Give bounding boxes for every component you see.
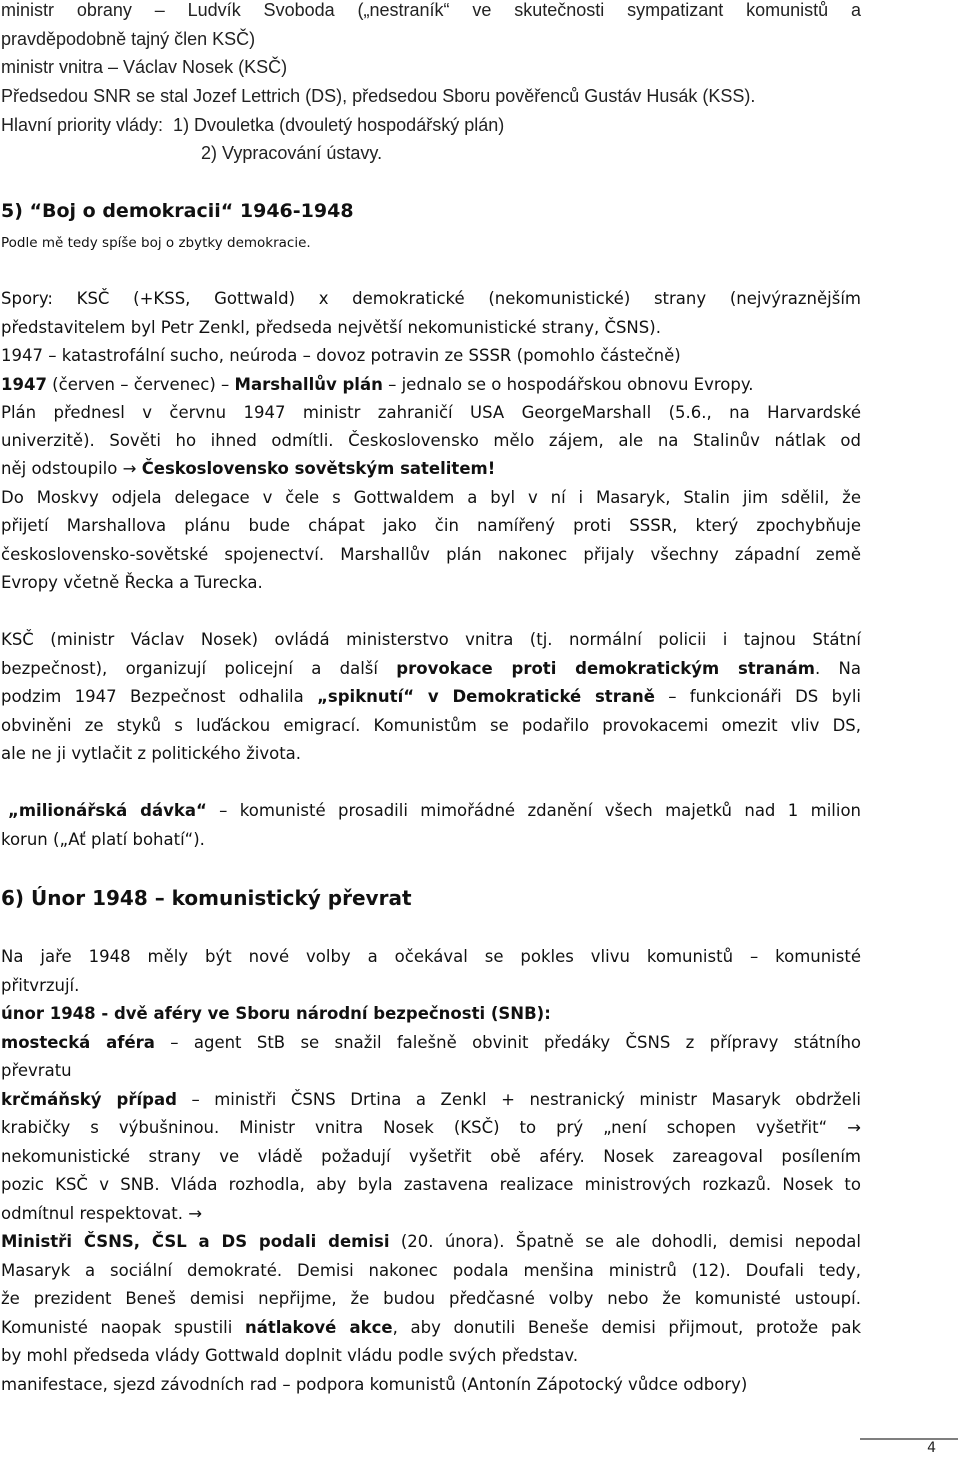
text-span: – agent StB se snažil falešně obvinit předáky ČSNS z přípravy státního [154,1033,861,1052]
text-line: Plán přednesl v červnu 1947 ministr zahraničí USA GeorgeMarshall (5.6., na Harvardské [1,403,861,422]
footer-rule [860,1438,958,1440]
text-line [1,1232,861,1251]
text-line [1,687,861,706]
bold-text: „spiknutí“ v Demokratické straně [317,687,655,706]
page-footer [860,1436,958,1476]
text-span: – ministři ČSNS Drtina a Zenkl + nestranický ministr Masaryk obdrželi [176,1090,862,1109]
text-line: 2) Vypracování ústavy. [201,143,383,163]
text-span: – funkcionáři DS byli [654,687,861,706]
bold-text: dvě aféry ve Sboru národní bezpečnosti (SNB): [113,1004,551,1023]
bold-text: mostecká aféra [1,1033,155,1052]
bold-text: Marshallův plán [234,375,383,394]
text-line: Masaryk a sociální demokraté. Demisi nakonec podala menšina ministrů (12). Doufali tedy, [1,1261,861,1280]
text-line: 1947 – katastrofální sucho, neúroda – dovoz potravin ze SSSR (pomohlo částečně) [1,346,681,365]
text-line: že prezident Beneš demisi nepřijme, že budou předčasné volby nebo že komunisté ustoupí. [1,1289,861,1308]
note-line: Podle mě tedy spíše boj o zbytky demokracie. [1,235,311,251]
bold-text: Ministři ČSNS, ČSL a DS podali demisi [1,1232,390,1251]
text-line: přijetí Marshallova plánu bude chápat jako čin namířený proti SSSR, který zpochybňuje [1,516,861,535]
text-line: nekomunistické strany ve vládě požadují vyšetřit obě aféry. Nosek zareagoval posílením [1,1147,861,1166]
text-span: podzim 1947 Bezpečnost odhalila [1,687,318,706]
text-line: Předsedou SNR se stal Jozef Lettrich (DS), předsedou Sboru pověřenců Gustáv Husák (KSS). [1,86,756,106]
bold-text: „milionářská dávka“ [8,801,207,820]
bold-text: únor 1948 - [1,1004,114,1023]
text-line: Evropy včetně Řecka a Turecka. [1,573,263,592]
text-line [1,1033,861,1052]
section-heading: 6) Únor 1948 – komunistický převrat [1,886,412,910]
text-line [1,659,861,678]
bold-text: nátlakové akce [244,1318,393,1337]
text-line: přitvrzují. [1,976,80,995]
bold-text: Československo sovětským satelitem! [141,459,496,478]
text-line: představitelem byl Petr Zenkl, předseda největší nekomunistické strany, ČSNS). [1,318,661,337]
text-span: (20. února). Špatně se ale dohodli, demisi nepodal [389,1232,861,1251]
text-line: Spory: KSČ (+KSS, Gottwald) x demokratické (nekomunistické) strany (nejvýraznějším [1,289,861,308]
bold-text: provokace proti demokratickým stranám [396,659,816,678]
text-line: korun („Ať platí bohatí“). [1,830,205,849]
text-span: – komunisté prosadili mimořádné zdanění všech majetků nad 1 milion [206,801,862,820]
text-span: – jednalo se o hospodářskou obnovu Evropy. [382,375,754,394]
text-line: odmítnul respektovat. → [1,1204,203,1223]
text-line [1,1090,861,1109]
text-line: ale ne ji vytlačit z politického života. [1,744,302,763]
text-span: (červen – červenec) – [46,375,235,394]
text-span: . Na [815,659,862,678]
text-line [1,459,861,478]
text-line: krabičky s výbušninou. Ministr vnitra Nosek (KSČ) to prý „není schopen vyšetřit“ → [1,1118,861,1137]
text-line: obviněni ze styků s luďáckou emigrací. Komunistům se podařilo provokacemi omezit vliv DS, [1,716,861,735]
bold-text: krčmáňský případ [1,1090,177,1109]
text-line: ministr vnitra – Václav Nosek (KSČ) [1,57,288,77]
text-line: Do Moskvy odjela delegace v čele s Gottwaldem a byl v ní i Masaryk, Stalin jim sdělil, že [1,488,861,507]
text-line [8,801,861,820]
text-span: bezpečnost), organizují policejní a další [1,659,397,678]
text-line: ministr obrany – Ludvík Svoboda („nestraník“ ve skutečnosti sympatizant komunistů a [1,0,861,20]
text-line [1,1004,861,1023]
text-line [1,1318,861,1337]
section-heading: 5) “Boj o demokracii“ 1946-1948 [1,200,354,222]
bold-text: 1947 [1,375,47,394]
text-line: univerzitě). Sověti ho ihned odmítli. Československo mělo zájem, ale na Stalinův nátlak od [1,431,861,450]
text-line: převratu [1,1061,72,1080]
text-span: , aby donutili Beneše demisi přijmout, protože pak [392,1318,861,1337]
text-line: manifestace, sjezd závodních rad – podpora komunistů (Antonín Zápotocký vůdce odbory) [1,1375,748,1394]
text-line: československo-sovětské spojenectví. Marshallův plán nakonec přijaly všechny západní země [1,545,861,564]
text-line: Hlavní priority vlády: 1) Dvouletka (dvouletý hospodářský plán) [1,115,505,135]
text-line: pozic KSČ v SNB. Vláda rozhodla, aby byla zastavena realizace ministrových rozkazů. Nosek to [1,1175,861,1194]
text-line: pravděpodobně tajný člen KSČ) [1,29,256,49]
text-span: něj odstoupilo → [1,459,142,478]
text-line: KSČ (ministr Václav Nosek) ovládá ministerstvo vnitra (tj. normální policii i tajnou Státní [1,630,861,649]
page-number: 4 [927,1440,936,1456]
text-span: Komunisté naopak spustili [1,1318,245,1337]
text-line: by mohl předseda vlády Gottwald doplnit vládu podle svých představ. [1,1346,579,1365]
text-line [1,375,861,394]
text-line: Na jaře 1948 měly být nové volby a očekával se pokles vlivu komunistů – komunisté [1,947,861,966]
